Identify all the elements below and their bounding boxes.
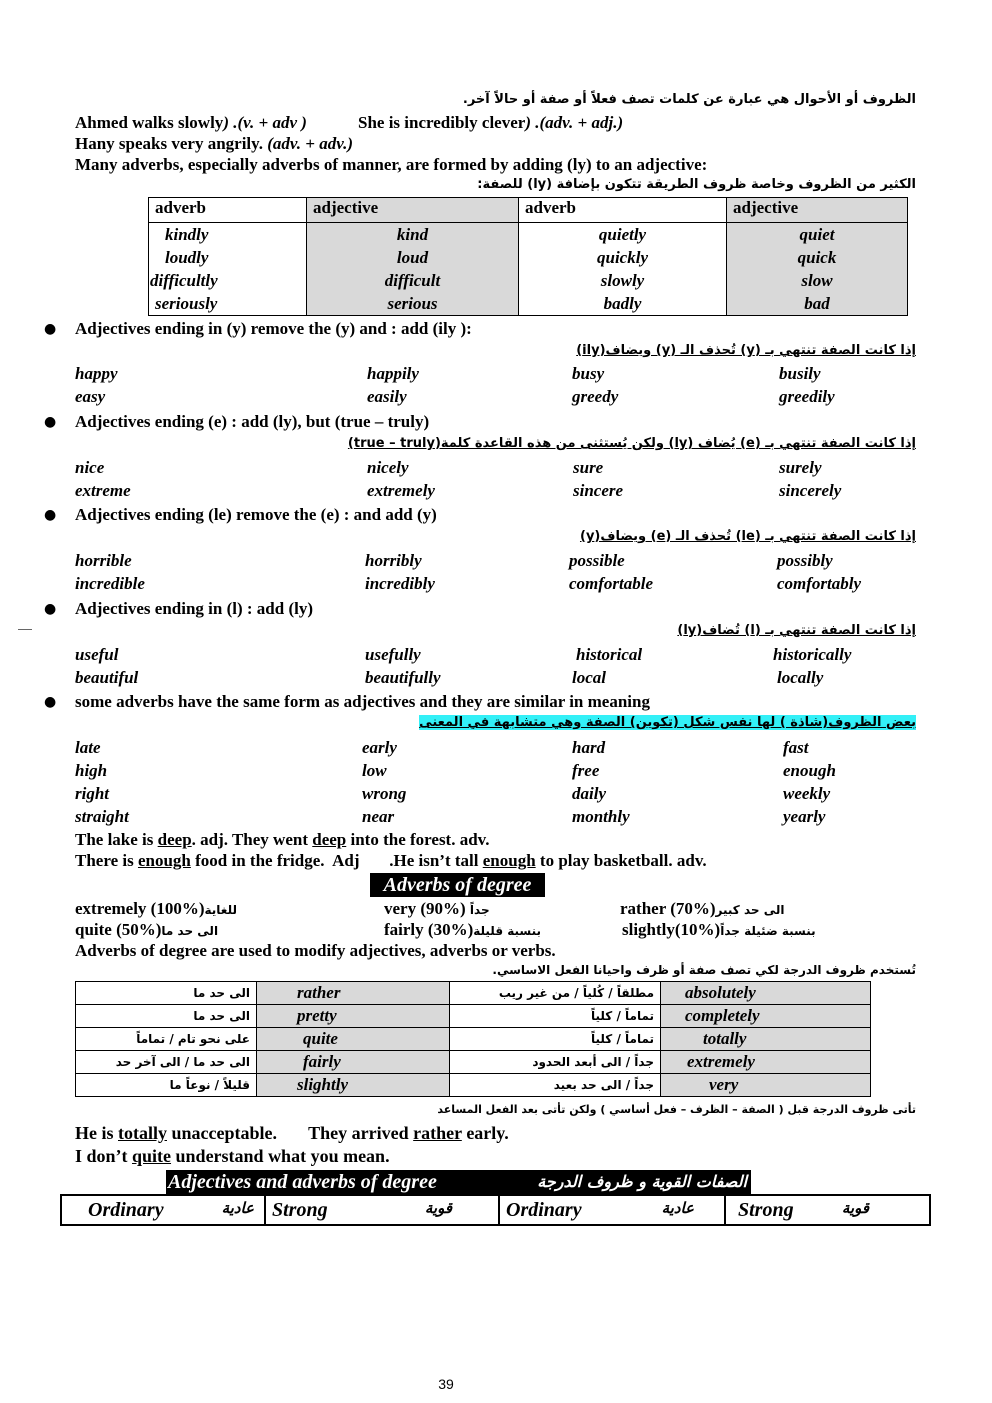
table-cell: Strong قوية xyxy=(265,1195,499,1225)
table-header: adjective xyxy=(307,198,519,223)
adverbs-of-degree-heading: Adverbs of degree xyxy=(370,873,545,897)
manner-adverb-table xyxy=(148,197,908,316)
word: straight xyxy=(75,807,129,826)
table-cell: quiet quick slow bad xyxy=(727,223,908,316)
intro-example-2: She is incredibly clever) .(adv. + adj.) xyxy=(358,113,624,132)
margin-mark xyxy=(18,629,32,630)
word: historically xyxy=(773,645,852,664)
word: incredibly xyxy=(365,574,435,593)
strong-adjectives-heading: Adjectives and adverbs of degree الصفات القوية و ظروف الدرجة xyxy=(166,1170,751,1194)
word: extreme xyxy=(75,481,131,500)
degree-position-ar: تأتى ظروف الدرجة قبل ( الصفة – الظرف – فعل أساسي ) ولكن تأتى بعد الفعل المساعد xyxy=(437,1103,916,1116)
rule-le-title: Adjectives ending (le) remove the (e) : and add (y) xyxy=(75,505,437,524)
word: low xyxy=(362,761,387,780)
example-enough: There is enough food in the fridge. Adj .He isn’t tall enough to play basketball. adv. xyxy=(75,851,707,870)
example-deep: The lake is deep. adj. They went deep into the forest. adv. xyxy=(75,830,490,849)
word: late xyxy=(75,738,101,757)
degree-usage: Adverbs of degree are used to modify adjectives, adverbs or verbs. xyxy=(75,941,556,960)
rule-le-ar: إذا كانت الصفة تنتهي بـ (le) تُحذف الـ (e) ويضاف(y) xyxy=(579,529,916,544)
word: nicely xyxy=(367,458,409,477)
degree-rather: rather (70%)الى حد كبير xyxy=(620,899,785,918)
word: possible xyxy=(569,551,625,570)
adverb-definition-ar: الظروف أو الأحوال هي عبارة عن كلمات تصف فعلاً أو صفة أو حالاً آخر. xyxy=(462,92,916,107)
word: useful xyxy=(75,645,119,664)
word: extremely xyxy=(367,481,435,500)
manner-rule: Many adverbs, especially adverbs of manner, are formed by adding (ly) to an adjective: xyxy=(75,155,708,174)
word: daily xyxy=(572,784,606,803)
word: horribly xyxy=(365,551,422,570)
rule-y-title: Adjectives ending in (y) remove the (y) and : add (ily ): xyxy=(75,319,472,338)
word: yearly xyxy=(783,807,826,826)
word: right xyxy=(75,784,110,803)
word: hard xyxy=(572,738,606,757)
word: happy xyxy=(75,364,118,383)
word: easy xyxy=(75,387,106,406)
intro-example-1: Ahmed walks slowly) .(v. + adv ) xyxy=(75,113,307,132)
table-row: على نحو تام / تماماً quite تماماً / كلياً totally xyxy=(76,1028,871,1051)
word: beautiful xyxy=(75,668,139,687)
ordinary-strong-table xyxy=(60,1194,931,1226)
word: easily xyxy=(367,387,407,406)
word: near xyxy=(362,807,395,826)
word: greedy xyxy=(572,387,619,406)
rule-l-ar: إذا كانت الصفة تنتهي بـ (l) تُضاف(ly) xyxy=(677,623,916,638)
degree-extremely: extremely (100%)للغاية xyxy=(75,899,237,918)
table-row: قليلاً / نوعاً ما slightly جداً / الى حد بعيد very xyxy=(76,1074,871,1097)
word: sure xyxy=(573,458,604,477)
intro-example-3: Hany speaks very angrily. (adv. + adv.) xyxy=(75,134,354,153)
bullet-icon: ● xyxy=(44,507,57,523)
word: local xyxy=(572,668,606,687)
word: nice xyxy=(75,458,105,477)
same-form-ar: بعض الظروف(شاذة ) لها نفس شكل (تكوين) الصفة وهي متشابهة في المعنى xyxy=(419,715,916,730)
word: high xyxy=(75,761,108,780)
bullet-icon: ● xyxy=(44,601,57,617)
degree-fairly: fairly (30%)بنسبة قليلة xyxy=(384,920,542,939)
manner-rule-ar: الكثير من الظروف وخاصة ظروف الطريقة تتكون بإضافة (ly) للصفة: xyxy=(477,177,916,192)
word: greedily xyxy=(779,387,835,406)
table-header: adjective xyxy=(727,198,908,223)
word: incredible xyxy=(75,574,145,593)
word: possibly xyxy=(777,551,833,570)
word: monthly xyxy=(572,807,630,826)
page-number: 39 xyxy=(438,1376,454,1392)
bullet-icon: ● xyxy=(44,694,57,710)
table-header: adverb xyxy=(519,198,727,223)
word: weekly xyxy=(783,784,831,803)
degree-slightly: slightly(10%)بنسبة ضئيلة جداً xyxy=(622,920,816,939)
rule-l-title: Adjectives ending in (l) : add (ly) xyxy=(75,599,313,618)
word: happily xyxy=(367,364,419,383)
word: fast xyxy=(783,738,809,757)
word: usefully xyxy=(365,645,421,664)
table-row: الى حد ما / الى آخر حد fairly جداً / الى أبعد الحدود extremely xyxy=(76,1051,871,1074)
table-row xyxy=(61,1195,930,1225)
same-form-title: some adverbs have the same form as adjectives and they are similar in meaning xyxy=(75,692,650,711)
degree-example-1: He is totally unacceptable. They arrived rather early. xyxy=(75,1123,509,1143)
word: busy xyxy=(572,364,605,383)
degree-table xyxy=(75,981,871,1097)
bullet-icon: ● xyxy=(44,414,57,430)
word: beautifully xyxy=(365,668,441,687)
rule-e-ar: إذا كانت الصفة تنتهي بـ (e) يُضاف (ly) ولكن يُستثنى من هذه القاعدة كلمة(true – truly) xyxy=(347,436,916,451)
word: wrong xyxy=(362,784,407,803)
table-cell: Ordinary عادية xyxy=(61,1195,265,1225)
degree-quite: quite (50%)الى حد ما xyxy=(75,920,219,939)
table-row: الى حد ما pretty تماماً / كلياً completely xyxy=(76,1005,871,1028)
rule-y-ar: إذا كانت الصفة تنتهي بـ (y) تُحذف الـ (y) ويضاف(ily) xyxy=(576,343,916,358)
table-row: الى حد ما rather مطلقاً / كُلياً / من غير ريب absolutely xyxy=(76,982,871,1005)
word: enough xyxy=(783,761,836,780)
word: free xyxy=(572,761,600,780)
word: locally xyxy=(777,668,824,687)
word: sincere xyxy=(573,481,624,500)
degree-usage-ar: تُستخدم ظروف الدرجة لكي تصف صفة أو ظرف واحيانا الفعل الاساسي. xyxy=(492,963,916,977)
word: horrible xyxy=(75,551,132,570)
table-cell: quietly quickly slowly badly xyxy=(519,223,727,316)
degree-example-2: I don’t quite understand what you mean. xyxy=(75,1146,390,1166)
table-cell: Ordinary عادية xyxy=(499,1195,725,1225)
table-cell: kindly loudly difficultly seriously xyxy=(149,223,307,316)
word: comfortably xyxy=(777,574,862,593)
word: early xyxy=(362,738,397,757)
word: surely xyxy=(779,458,822,477)
table-cell: kind loud difficult serious xyxy=(307,223,519,316)
bullet-icon: ● xyxy=(44,321,57,337)
word: comfortable xyxy=(569,574,654,593)
table-cell: Strong قوية xyxy=(725,1195,930,1225)
word: sincerely xyxy=(779,481,842,500)
rule-e-title: Adjectives ending (e) : add (ly), but (true – truly) xyxy=(75,412,430,431)
word: busily xyxy=(779,364,821,383)
table-header: adverb xyxy=(149,198,307,223)
word: historical xyxy=(576,645,643,664)
degree-very: very (90%) جداً xyxy=(384,899,490,918)
